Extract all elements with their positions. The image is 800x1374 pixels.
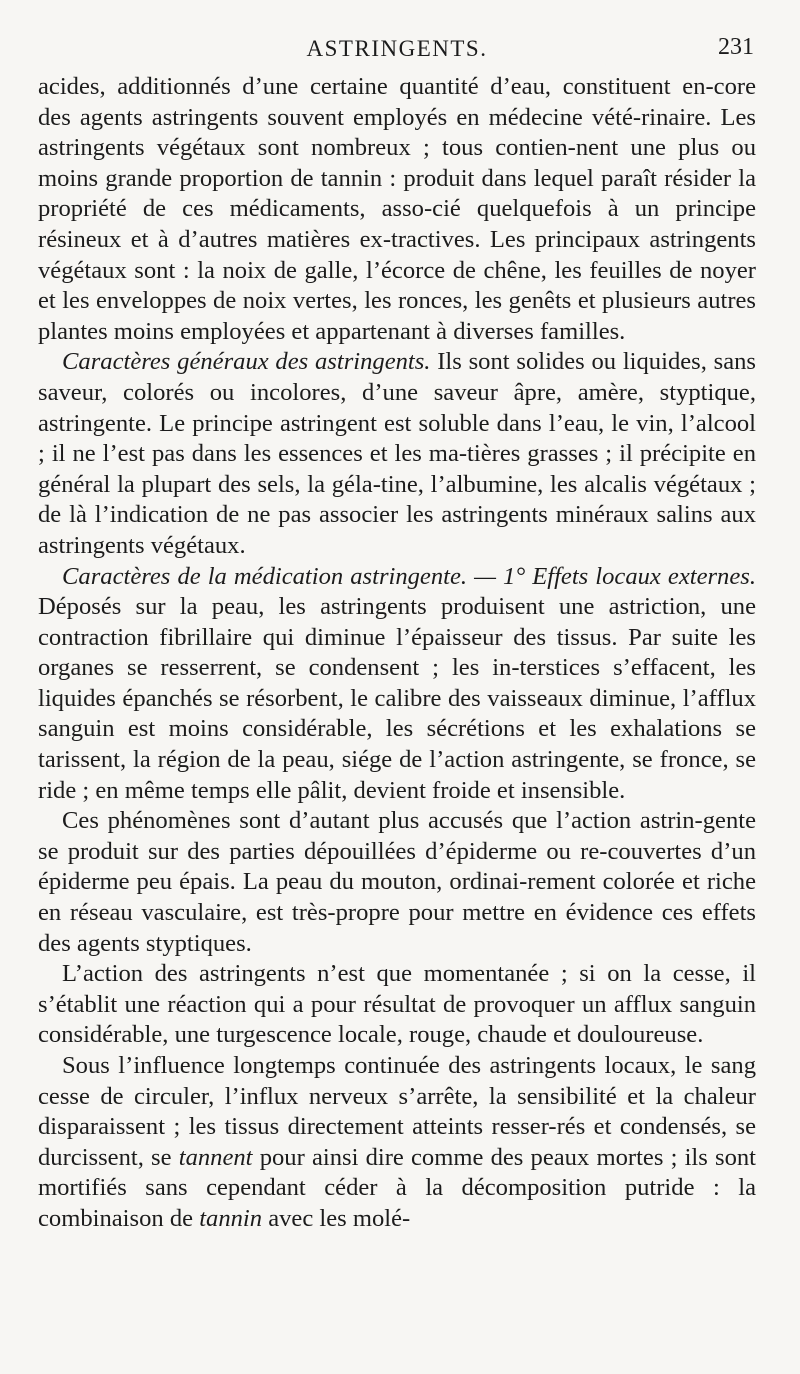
paragraph: [38, 1051, 756, 1235]
italic-text: tannin: [199, 1204, 263, 1232]
body-text: [38, 72, 756, 1235]
text-segment: Ils sont solides ou liquides, sans saveur, colorés ou incolores, d’une saveur âpre, amère, styptique, astringente. Le principe astringent est soluble dans l’eau, le vin, l’alcool ; il ne l’est pas dans les essences et les ma-tières grasses ; il précipite en général la plupart des sels, la géla-tine, l’albumine, les alcalis végétaux ; de là l’indication de ne pas associer les astringents minéraux salins aux astringents végétaux.: [38, 348, 757, 559]
italic-text: tannent: [178, 1143, 253, 1171]
text-segment: acides, additionnés d’une certaine quantité d’eau, constituent en-core des agents astringents souvent employés en médecine vété-rinaire. Les astringents végétaux sont nombreux ; tous contien-nent une plus ou moins grande proportion de tannin : produit dans lequel paraît résider la propriété de ces médicaments, asso-cié quelquefois à un principe résineux et à d’autres matières ex-tractives. Les principaux astringents végétaux sont : la noix de galle, l’écorce de chêne, les feuilles de noyer et les enveloppes de noix vertes, les ronces, les genêts et plusieurs autres plantes moins employées et appartenant à diverses familles.: [38, 73, 756, 345]
running-head: [38, 28, 756, 72]
text-segment: Déposés sur la peau, les astringents produisent une astriction, une contraction fibrillaire qui diminue l’épaisseur des tissus. Par suite les organes se resserrent, se condensent ; les in-terstices s’effacent, les liquides épanchés se résorbent, le calibre des vaisseaux diminue, l’afflux sanguin est moins considérable, les sécrétions et les exhalations se tarissent, la région de la peau, siége de l’action astringente, se fronce, se ride ; en même temps elle pâlit, devient froide et insensible.: [38, 593, 756, 804]
text-segment: pour ainsi dire comme des peaux mortes ; ils sont mortifiés sans cependant céder à la décomposition putride : la combinaison de: [38, 1143, 757, 1232]
page-number: 231: [718, 34, 754, 60]
text-segment: L’action des astringents n’est que momentanée ; si on la cesse, il s’établit une réaction qui a pour résultat de provoquer un afflux sanguin considérable, une turgescence locale, rouge, chaude et douloureuse.: [38, 960, 756, 1049]
paragraph: [38, 72, 756, 347]
paragraph: [38, 562, 756, 807]
italic-text: Caractères de la médication astringente. — 1° Effets locaux externes.: [62, 562, 756, 590]
text-segment: Ces phénomènes sont d’autant plus accusés que l’action astrin-gente se produit sur des parties dépouillées d’épiderme ou re-couvertes d’un épiderme peu épais. La peau du mouton, ordinai-rement colorée et riche en réseau vasculaire, est très-propre pour mettre en évidence ces effets des agents styptiques.: [38, 807, 756, 957]
paragraph: [38, 806, 756, 959]
running-title: ASTRINGENTS.: [306, 36, 488, 61]
text-segment: Sous l’influence longtemps continuée des astringents locaux, le sang cesse de circuler, l’influx nerveux s’arrête, la sensibilité et la chaleur disparaissent ; les tissus directement atteints resser-rés et condensés, se durcissent, se: [38, 1052, 756, 1171]
paragraph: [38, 959, 756, 1051]
paragraph: [38, 347, 756, 561]
text-segment: avec les molé-: [262, 1204, 411, 1232]
italic-text: Caractères généraux des astringents.: [62, 348, 431, 376]
